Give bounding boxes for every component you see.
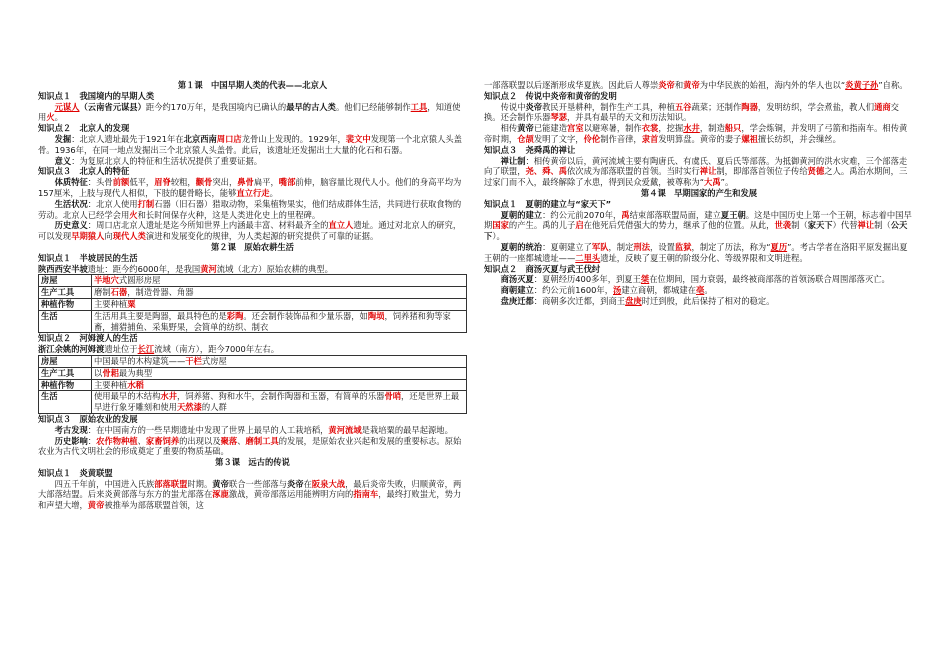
row-value [92,355,467,367]
key-term: 水井 [160,391,177,402]
text-run: 历史影响 [54,435,88,446]
key-term: 干栏 [185,355,202,366]
row-value [92,275,467,287]
text-run: 历史意义 [54,220,88,231]
text-run: 主要种植 [94,298,128,309]
text-run: ：在中国南方的一些早期遗址中发现了世界上最早的人工栽培稻， [87,424,329,435]
text-run: 。这是中国历史上第一个王朝，标志着中国早期 [484,209,912,231]
row-header: 房屋 [39,355,92,367]
text-run: 北京西南 [183,133,217,144]
key-term: 伶伦 [583,133,601,144]
key-term: 汤 [613,285,622,296]
table-row [39,355,467,367]
text-run: 联合一些部落与 [228,478,287,489]
text-run: 知识点２ 商汤灭夏与武王伐纣 [484,263,601,274]
key-term: 启 [575,220,584,231]
text-run: 知识点３ 北京人的特征 [38,166,130,177]
text-run: 。 [54,112,63,123]
text-run: ，制定 [608,241,634,252]
text-run: 激战，黄帝部落运用能辨明方向的 [228,489,354,500]
text-run: 。 [704,285,713,296]
text-run: ，饲养猪和狗等家畜，捕猎捕鱼、采集野果，会简单的纺织、制衣 [94,310,451,332]
text-run: ：周口店北京人遗址是迄今所知世界上内涵最丰富、材料最齐全的 [87,220,329,231]
text-run: ，设置 [650,241,675,252]
key-term: 石器 [110,287,128,298]
paragraph [38,123,467,134]
lesson-title [38,80,467,91]
key-term: 火 [129,209,138,220]
text-run: ，知道使用 [38,101,461,123]
table-row [39,287,467,299]
text-run: 的发展，是原始农业兴起和发展的重要标志。原始农业为古代文明社会的形成奠定了重要的物质基础。 [38,435,462,457]
key-term: 军队 [591,241,609,252]
text-run: ”自称。 [878,80,908,90]
key-term: 鼻骨 [237,177,254,188]
key-term: 阪泉大战 [311,478,346,489]
text-run: 生活用具主要是陶器，最具特色的是 [94,310,227,321]
text-run: ：为复原北京人的特征和生活状况提供了重要证据。 [71,155,263,166]
row-value [92,287,467,299]
text-run: 第１课 中国早期人类的代表——北京人 [177,80,328,90]
text-run: 被推举为部落联盟首领，这 [104,500,204,511]
key-term: 禅让 [699,166,717,177]
text-run: 禅让制 [500,155,526,166]
text-run: ：北京人遗址最先于1921年在 [71,133,184,144]
text-run: 遗址。通过对北京人的研究，可以发现 [38,220,462,242]
paragraph [38,414,467,425]
text-run: ）。 [492,231,505,242]
text-run: 盘庚迁都 [500,295,534,306]
key-term: 嫘祖 [741,133,758,144]
text-run: 以 [94,367,103,378]
key-term: 火 [46,112,55,123]
text-run: 浙江余姚的河姆渡 [38,344,105,355]
text-run: 炎帝 [286,478,304,489]
text-run: 一部落联盟以后逐渐形成华夏族。因此后人尊崇 [484,80,659,90]
text-run: 向 [104,231,113,242]
text-run: 依次成为部落联盟的首领。当时实行 [567,166,700,177]
key-term: 桀 [640,274,650,285]
key-term: 指南车 [353,489,379,500]
paragraph [484,296,914,307]
right-column [484,80,914,307]
hemudu-life-table [38,355,467,414]
key-term: 宫室 [567,123,584,134]
text-run: 建立商朝，都城建在 [621,285,696,296]
left-column [38,80,467,511]
text-run: ：约公元前1600年， [533,285,613,296]
key-term: 陶器 [741,101,758,112]
text-run: ，最终打败蚩尤，势力和声望大增， [38,489,462,511]
paragraph [38,344,467,355]
text-run: 夏王朝 [720,209,746,220]
text-run: 扁平， [253,177,279,188]
text-run: （云南省元谋县） [79,101,146,112]
row-value [92,310,467,333]
key-term: 颧骨 [195,177,213,188]
text-run: 低平， [129,177,155,188]
text-run: 相传 [500,123,518,134]
text-run: ）代替 [832,220,858,231]
text-run: 最为典型 [118,367,153,378]
section-lesson-2-3 [38,414,467,511]
paragraph [38,134,467,156]
text-run: 第４课 早期国家的产生和发展 [640,187,758,198]
paragraph [38,102,467,124]
paragraph [38,156,467,167]
text-run: 黄帝 [212,478,229,489]
text-run: 式房屋 [201,355,227,366]
key-term: 水稻 [127,379,144,390]
text-run: 制（ [874,220,891,231]
text-run: 较粗， [170,177,196,188]
key-term: 天然漆 [176,402,202,413]
text-run: 。他们已经能够制作 [335,101,411,112]
key-term: 裴文中 [345,133,371,144]
key-term: 仓颉 [517,133,534,144]
text-run: ：商朝多次迁都，到商王 [533,295,626,306]
banpo-life-table [38,274,467,333]
text-run: 已能建造 [533,123,568,134]
text-run: 制作音律， [600,133,642,144]
row-header: 生产工具 [39,367,92,379]
key-term: 骨耜 [102,367,119,378]
text-run: ，还是世界上最早进行象牙雕刻和使用 [94,391,460,413]
key-term: 直立行走 [236,187,270,198]
text-run: 意义 [54,155,72,166]
key-term: 国家 [492,220,509,231]
text-run: ：北京人使用 [87,198,138,209]
text-run: 石器（旧石器）猎取动物，采集植物果实，他们结成群体生活，共同进行获取食物的劳动。北京人已经学会用 [38,198,462,220]
text-run: 遗址：距今约6000年，是我国 [87,263,201,274]
text-run: ，制定了历法，称为“ [691,241,771,252]
paragraph [38,177,467,199]
text-run: 知识点１ 我国境内的早期人类 [38,90,155,101]
key-term: 夏历 [770,241,788,252]
text-run: 家天下 [807,220,833,231]
row-header: 种植作物 [39,298,92,310]
text-run: 蔬菜；还制作 [691,101,742,112]
text-run: 之人。禹治水期间，三过家门而不入，最终解除了水患，得到民众爱戴，被尊称为“ [484,166,908,188]
text-run: ，学会炼铜，并发明了弓箭和指南车。相传黄帝时期， [484,123,908,144]
key-term: 禅让 [857,220,875,231]
text-run: 制，即部落首领位子传给 [716,166,808,177]
text-run: ：相传黄帝以后，黄河流域主要有陶唐氏、有虞氏、夏后氏等部落。为抵御黄河的洪水灾难，三个部落走向了联盟， [484,155,908,177]
table-row [39,298,467,310]
key-term: 嘴部 [278,177,296,188]
key-term: 琴瑟 [550,112,567,123]
key-term: 水井 [683,123,700,134]
paragraph [38,436,467,458]
paragraph [38,253,467,264]
key-term: 陶埙 [367,310,385,321]
paragraph [484,274,914,285]
text-run: 结束部落联盟局面，建立 [629,209,721,220]
row-header: 种植作物 [39,379,92,391]
text-run: 。还会制作装饰品和少量乐器，如 [243,310,368,321]
paragraph [484,210,914,242]
table-row [39,379,467,391]
key-term: 禹 [621,209,630,220]
paragraph [38,91,467,102]
key-term: 通商 [874,101,891,112]
paragraph [38,166,467,177]
row-value [92,391,467,414]
key-term: 尧、舜、禹 [525,166,567,177]
key-term: 骨哨 [384,391,402,402]
key-term: 粟 [127,298,136,309]
text-run: 、 [237,435,246,446]
text-run: 演进和发展变化的规律，为人类起源的研究提供了可靠的证据。 [145,231,379,242]
row-header: 房屋 [39,275,92,287]
key-term: 五谷 [674,101,692,112]
table-row [39,310,467,333]
text-run: 第３课 远古的传说 [215,457,290,468]
key-term: 盘庚 [625,295,642,306]
text-run: 流域（南方），距今7000年左右。 [154,344,280,355]
row-value [92,367,467,379]
paragraph [484,102,914,124]
text-run: 流域（北方）原始农耕的典型。 [216,263,333,274]
text-run: ：约公元前2070年， [542,209,622,220]
text-run: 传说中 [500,101,526,112]
text-run: 商朝建立 [500,285,534,296]
key-term: 黄帝 [683,80,700,90]
paragraph [38,264,467,275]
row-value [92,379,467,391]
key-term: 磨制工具 [245,435,279,446]
lesson-title [38,242,467,253]
key-term: 亳 [696,285,705,296]
key-term: 眉脊 [154,177,171,188]
text-run: 为中华民族的始祖，海内外的华人也以“ [699,80,846,90]
paragraph [484,123,914,145]
text-run: 距今约170万年，是我国境内已确认的 [145,101,287,112]
section-lesson-3-4 [484,80,914,307]
text-run: 以避寒暑，制作 [583,123,642,134]
row-header: 生活 [39,310,92,333]
text-run: ：夏朝经历400多年，到夏王 [533,274,641,285]
key-term: 衣裳 [641,123,659,134]
paragraph [484,145,914,156]
paragraph [38,468,467,479]
text-run: 是栽培粟的最早起源地。 [361,424,453,435]
text-run: ：夏朝建立了 [542,241,592,252]
text-run: 知识点３ 原始农业的发展 [38,413,138,424]
text-run: 和长时间保存火种，这是人类进化史上的里程碑。 [137,209,321,220]
text-run: 发明算盘。黄帝的妻子 [658,133,742,144]
text-run: 使用最早的木结构 [94,391,161,402]
key-term: 家畜饲养 [145,435,180,446]
paragraph [484,91,914,102]
paragraph [484,264,914,275]
key-term: 农作物种植 [96,435,138,446]
text-run: ，并具有最早的天文和历法知识。 [567,112,692,123]
paragraph [38,333,467,344]
text-run: ，发明纺织，学会煮盐，教人们 [757,101,875,112]
text-run: 知识点２ 北京人的发现 [38,123,130,134]
text-run: 主要种植 [94,379,128,390]
section-hemudu-intro [38,333,467,355]
key-term: 打制 [137,198,155,209]
text-run: 生活状况 [54,198,88,209]
text-run: 、 [137,435,146,446]
paragraph [38,199,467,221]
text-run: 炎帝 [525,101,543,112]
key-term: 直立人 [328,220,354,231]
key-term: 前额 [112,177,130,188]
key-term: 炎帝 [658,80,675,90]
key-term: 隶首 [641,133,659,144]
text-run: 交换。还会制作乐器 [484,101,899,123]
text-run: ”。考古学者在洛阳平原发掘出夏王朝的一座都城遗址—— [484,241,908,263]
key-term: 聚落 [220,435,238,446]
paragraph [484,242,914,264]
text-run: 前伸，脑容量比现代人小。他们的身高平均为157厘米，上肢与现代人相似，下肢的腿骨略长，能够 [38,177,462,198]
text-run: 商汤灭夏 [500,274,534,285]
key-term: 船只 [724,123,742,134]
paragraph [38,220,467,242]
text-run: 考古发现 [54,424,88,435]
text-run: 在他死后凭借强大的势力，继承了他的位置。从此， [583,220,775,231]
key-term: 彩陶 [226,310,244,321]
text-run: ，制造骨器、角器 [127,287,194,298]
section-lesson-1-2 [38,80,467,274]
key-term: 刑法 [633,241,651,252]
text-run: 第２课 原始农耕生活 [211,241,294,252]
lesson-title [38,457,467,468]
row-value [92,298,467,310]
key-term: 监狱 [674,241,692,252]
text-run: 磨制 [94,287,111,298]
text-run: 陕西西安半坡 [38,263,88,274]
key-term: 世袭 [774,220,792,231]
row-header: 生产工具 [39,287,92,299]
key-term: 元谋人 [54,101,80,112]
text-run: ，制造 [699,123,725,134]
key-term: 工具 [410,101,428,112]
key-term: 黄河 [200,263,217,274]
text-run: 发现第一个北京猿人头盖骨。1936年，在同一地点发掘出三个北京猿人头盖骨。此后，该遗址还发掘出土大量的化石和石器。 [38,133,462,155]
lesson-title [484,188,914,199]
text-run: 在 [303,478,312,489]
text-run: 知识点１ 夏朝的建立与“家天下” [484,198,612,209]
key-term: 炎黄子孙 [845,80,879,90]
paragraph [484,199,914,210]
text-run: ，最后炎帝失败，归顺黄帝，两大部落结盟。后来炎黄部落与东方的蚩尤部落在 [38,478,462,500]
key-term: 现代人类 [112,231,146,242]
key-term: 周口店 [216,133,242,144]
text-run: 体质特征 [54,177,88,188]
row-header: 生活 [39,391,92,414]
text-run: 在位期间，国力衰弱，最终被商部落的首领汤联合周围部落灭亡。 [649,274,890,285]
text-run: 中国最早的木构建筑—— [94,355,186,366]
text-run: 时期。 [187,478,213,489]
text-run: 知识点３ 尧舜禹的禅让 [484,144,576,155]
text-run: 教民开垦耕种，制作生产工具，种植 [542,101,675,112]
paragraph [38,479,467,511]
text-run: 擅长纺织，并会缫丝。 [757,133,841,144]
text-run: 最早的古人类 [286,101,336,112]
key-term: 半地穴 [94,275,119,286]
text-run: 式圆形房屋 [118,275,161,286]
text-run: 。 [269,187,278,198]
text-run: 夏朝的建立 [500,209,543,220]
text-run: 发明了文字， [533,133,584,144]
text-run: 龙骨山上发现的。1929年， [241,133,346,144]
text-run: 黄帝 [517,123,534,134]
text-run: 四五千年前，中国进入氏族 [54,478,155,489]
key-term: 大禹 [704,177,721,188]
text-run: 时迁到殷，此后保持了相对的稳定。 [641,295,775,306]
text-run: 发掘 [54,133,72,144]
text-run: 的人群 [201,402,227,413]
key-term: 部落联盟 [154,478,188,489]
key-term: 黄帝 [87,500,105,511]
text-run: 遗址，反映了夏王朝的阶级分化、等级界限和文明进程。 [600,252,808,263]
text-run: 的产生。禹的儿子 [508,220,576,231]
text-run: 知识点１ 半坡居民的生活 [38,252,138,263]
text-run: ”。 [720,177,734,188]
text-run: 知识点２ 河姆渡人的生活 [38,333,138,344]
table-row [39,367,467,379]
key-term: 二里头 [575,252,601,263]
text-run: 和 [674,80,684,90]
table-row [39,391,467,414]
key-term: 早期猿人 [71,231,105,242]
key-term: 涿鹿 [212,489,229,500]
text-run: 知识点２ 传说中炎帝和黄帝的发明 [484,90,617,101]
key-term: 长江 [137,344,155,355]
paragraph [484,156,914,188]
paragraph [484,285,914,296]
key-term: 黄河流域 [328,424,362,435]
text-run: ： [87,435,97,446]
paragraph [38,425,467,436]
text-run: ，挖掘 [658,123,684,134]
table-row [39,275,467,287]
paragraph [484,80,914,91]
text-run: ，饲养猪、狗和水牛，会制作陶器和玉器，有简单的乐器 [177,391,385,402]
text-run: 公天下 [484,220,908,242]
text-run: 知识点１ 炎黄联盟 [38,467,113,478]
key-term: 贤德 [807,166,825,177]
text-run: ：头骨 [87,177,113,188]
text-run: 突出， [212,177,238,188]
text-run: 的出现以及 [179,435,221,446]
text-run: 制（ [791,220,808,231]
text-run: 夏朝的统治 [500,241,543,252]
text-run: 遗址位于 [104,344,138,355]
